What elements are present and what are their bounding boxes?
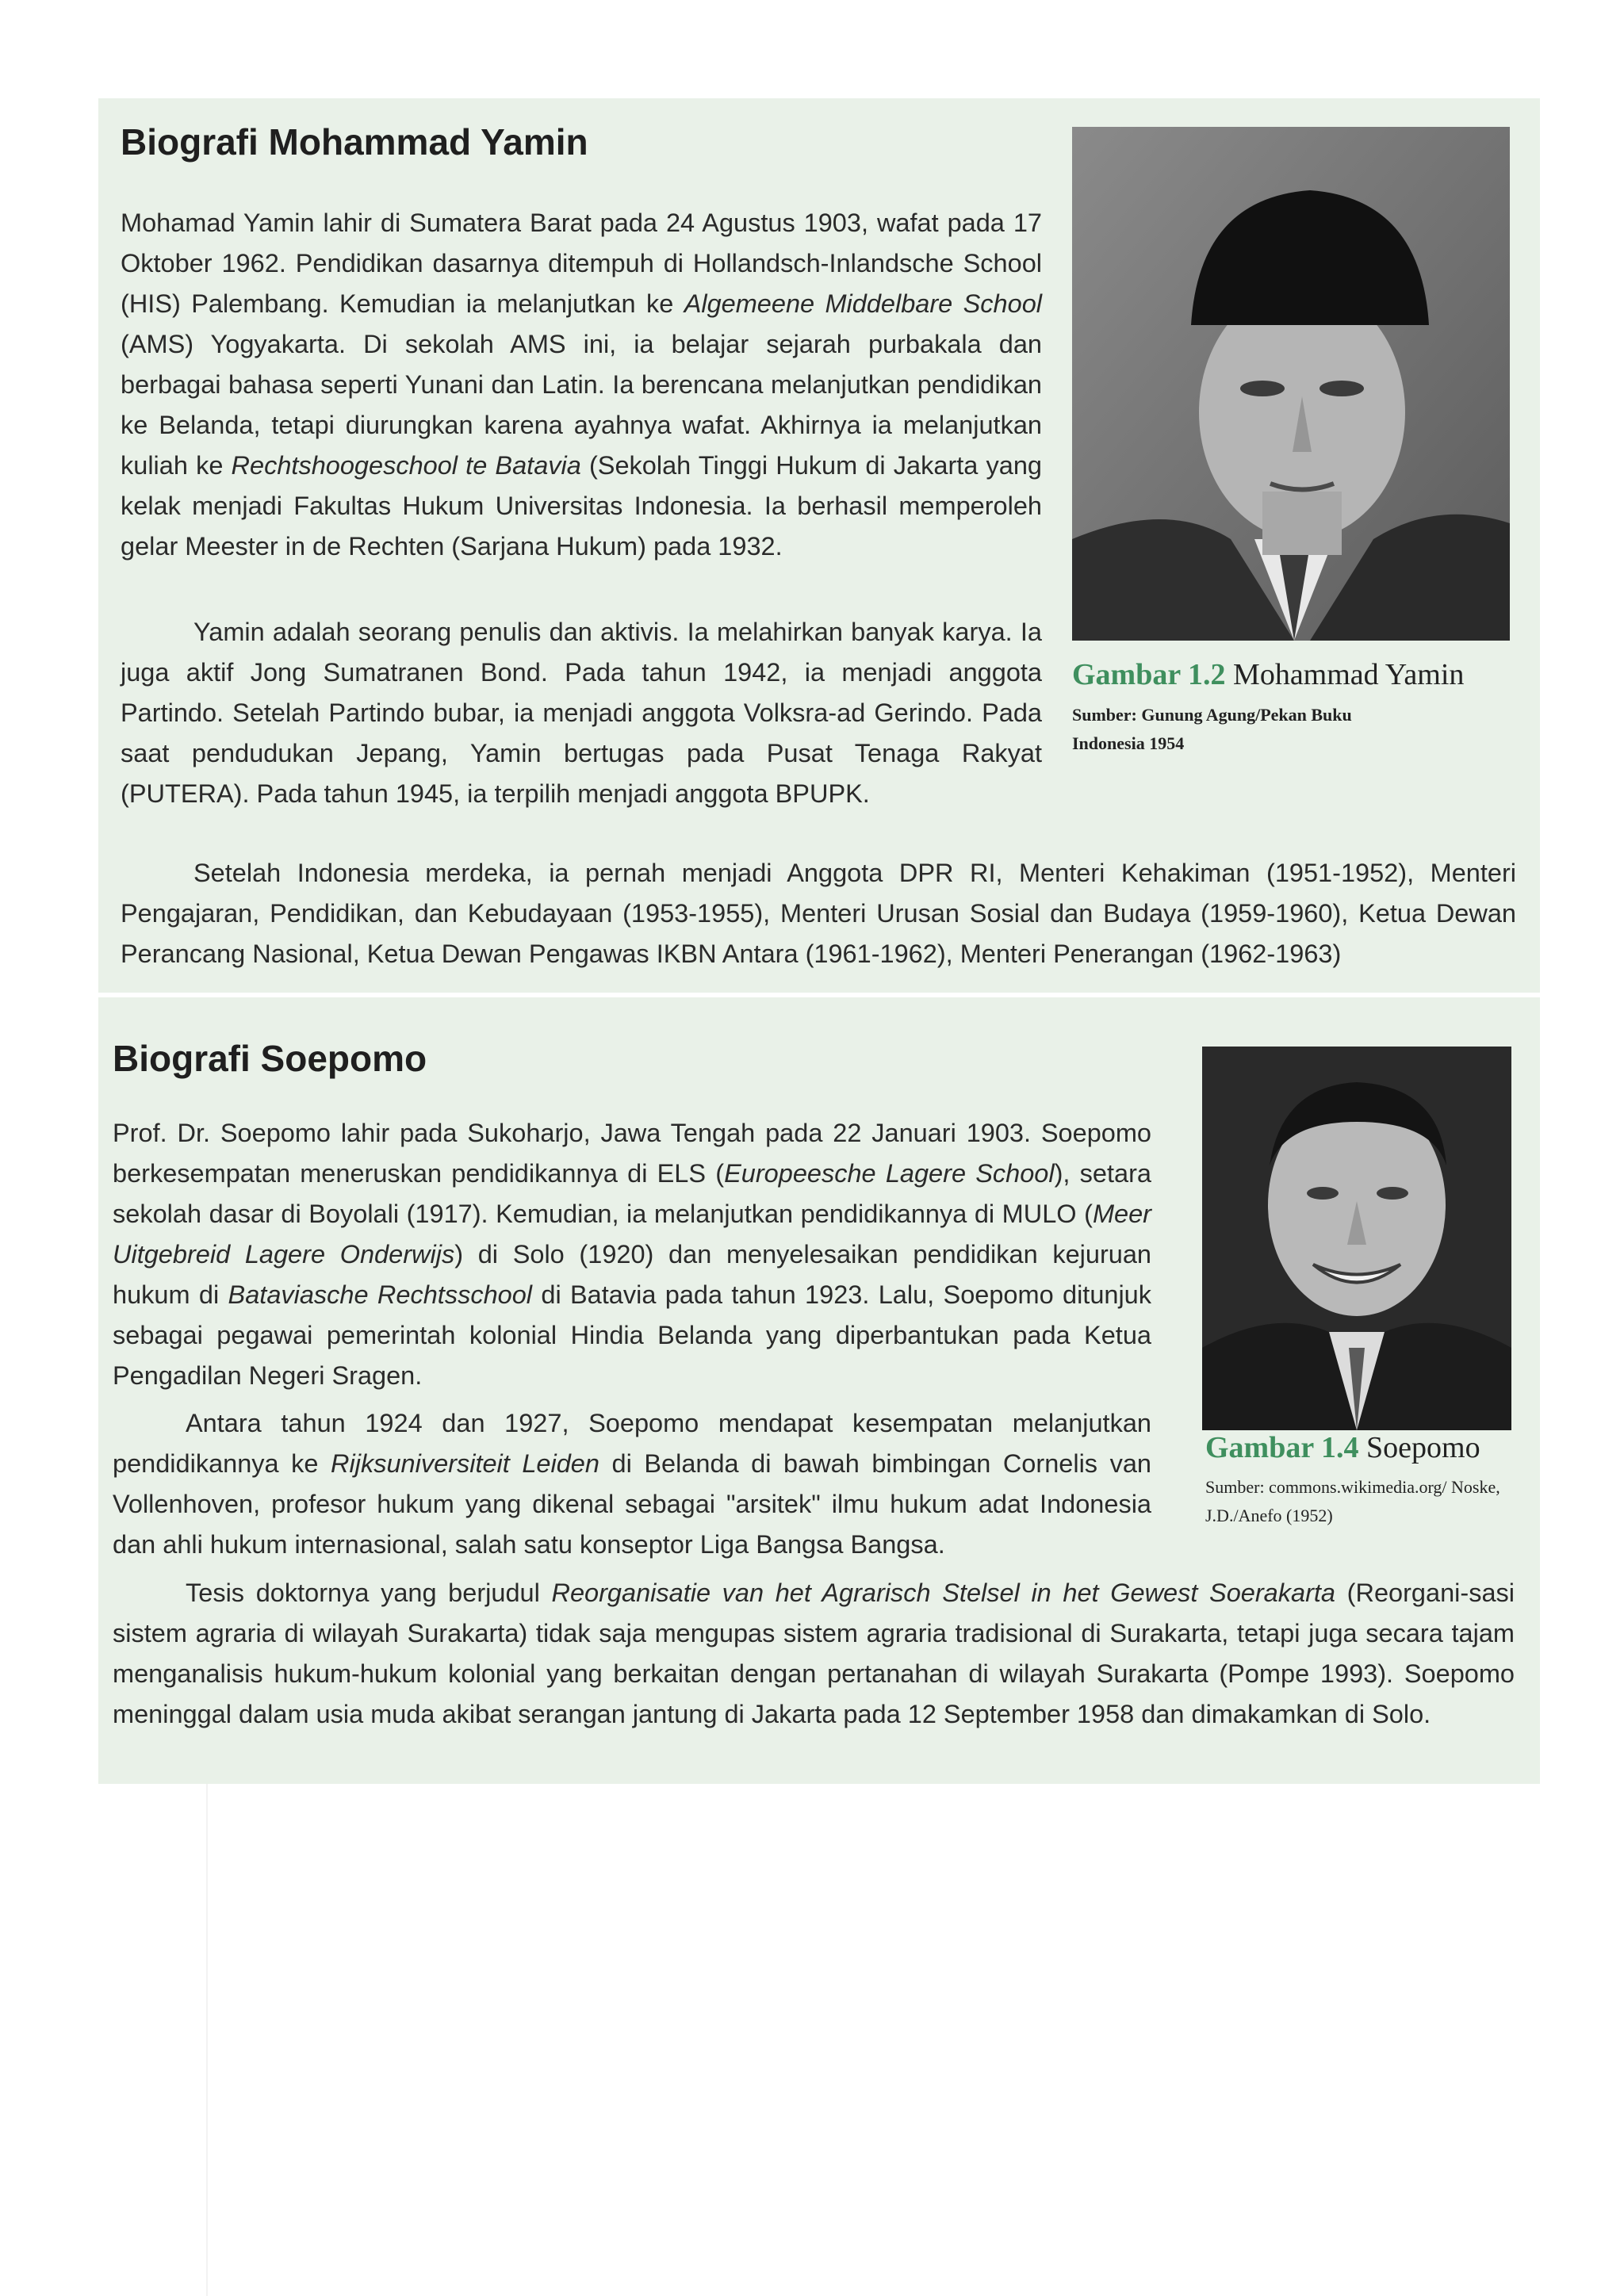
soepomo-p1-text: ), setara sekolah dasar di Boyolali (1917). Kemudian, ia melanjutkan pendidikannya di MULO ( (113, 1159, 1151, 1228)
yamin-paragraph-1 (121, 203, 1042, 567)
term-thesis-title: Reorganisatie van het Agrarisch Stelsel in het Gewest Soerakarta (551, 1578, 1336, 1607)
soepomo-p2-text: di Belanda di bawah bimbingan Cornelis van Vollenhoven, profesor hukum yang dikenal sebagai "arsitek" ilmu hukum adat Indonesia dan ahli hukum internasional, salah satu konseptor Liga Bangsa Bangsa. (113, 1449, 1151, 1559)
soepomo-title: Biografi Soepomo (113, 1038, 427, 1079)
soepomo-portrait-illustration (1202, 1047, 1511, 1430)
soepomo-figure-source: Sumber: commons.wikimedia.org/ Noske, J.D./Anefo (1952) (1205, 1477, 1500, 1525)
yamin-p1-text: (Sekolah Tinggi Hukum di Jakarta yang kelak menjadi Fakultas Hukum Universitas Indonesia. Ia berhasil memperoleh gelar Meester in de Rechten (Sarjana Hukum) pada 1932. (121, 451, 1042, 561)
yamin-p1-text: Mohamad Yamin lahir di Sumatera Barat pada 24 Agustus 1903, wafat pada 17 Oktober 1962. Pendidikan dasarnya ditempuh di Hollandsch-Inlandsche School (HIS) Palembang. Kemudian ia melanjutkan ke (121, 209, 1042, 318)
soepomo-p1-text: di Batavia pada tahun 1923. Lalu, Soepomo ditunjuk sebagai pegawai pemerintah kolonial Hindia Belanda yang diperbantukan pada Ketua Pengadilan Negeri Sragen. (113, 1280, 1152, 1390)
yamin-figure-caption (1072, 657, 1464, 692)
yamin-portrait-photo (1072, 127, 1510, 641)
term-els: Europeesche Lagere School (724, 1159, 1055, 1188)
page-edge-shadow (206, 1784, 208, 2296)
soepomo-p3-text: Tesis doktornya yang berjudul (186, 1578, 552, 1607)
soepomo-p3-text: (Reorgani-sasi sistem agraria di wilayah Surakarta) tidak saja mengupas sistem agraria tradisional di Surakarta, tetapi juga secara tajam menganalisis hukum-hukum kolonial yang berkaitan dengan pertanahan di wilayah Surakarta (Pompe 1993). Soepomo meninggal dalam usia muda akibat serangan jantung di Jakarta pada 12 September 1958 dan dimakamkan di Solo. (113, 1578, 1515, 1728)
soepomo-p1-text: Prof. Dr. Soepomo lahir pada Sukoharjo, Jawa Tengah pada 22 Januari 1903. Soepomo berkesempatan meneruskan pendidikannya di ELS ( (113, 1119, 1151, 1188)
yamin-paragraph-2: Yamin adalah seorang penulis dan aktivis. Ia melahirkan banyak karya. Ia juga aktif Jong Sumatranen Bond. Pada tahun 1942, ia menjadi anggota Partindo. Setelah Partindo bubar, ia menjadi anggota Volksra-ad Gerindo. Pada saat pendudukan Jepang, Yamin bertugas pada Pusat Tenaga Rakyat (PUTERA). Pada tahun 1945, ia terpilih menjadi anggota BPUPK. (121, 618, 1042, 808)
yamin-paragraph-3: Setelah Indonesia merdeka, ia pernah menjadi Anggota DPR RI, Menteri Kehakiman (1951-1952), Menteri Pengajaran, Pendidikan, dan Kebudayaan (1953-1955), Menteri Urusan Sosial dan Budaya (1959-1960), Ketua Dewan Perancang Nasional, Ketua Dewan Pengawas IKBN Antara (1961-1962), Menteri Penerangan (1962-1963) (121, 859, 1516, 968)
soepomo-paragraph-2 (113, 1403, 1151, 1565)
yamin-figure-number: Gambar 1.2 (1072, 658, 1226, 691)
yamin-figure-label: Mohammad Yamin (1225, 658, 1465, 691)
soepomo-p1-text: ) di Solo (1920) dan menyelesaikan pendidikan kejuruan hukum di (113, 1240, 1151, 1309)
biography-yamin-panel (98, 98, 1540, 993)
soepomo-paragraph-3 (113, 1573, 1515, 1735)
soepomo-figure-number: Gambar 1.4 (1205, 1431, 1359, 1464)
term-bataviasche-rechtsschool: Bataviasche Rechtsschool (228, 1280, 533, 1309)
soepomo-figure-label: Soepomo (1358, 1431, 1480, 1464)
term-mulo: Meer Uitgebreid Lagere Onderwijs (113, 1200, 1151, 1269)
yamin-figure-source: Sumber: Gunung Agung/Pekan Buku Indonesia 1954 (1072, 705, 1352, 753)
yamin-p1-text: (AMS) Yogyakarta. Di sekolah AMS ini, ia belajar sejarah purbakala dan berbagai bahasa seperti Yunani dan Latin. Ia berencana melanjutkan pendidikan ke Belanda, tetapi diurungkan karena ayahnya wafat. Akhirnya ia melanjutkan kuliah ke (121, 330, 1042, 480)
soepomo-p2-text: Antara tahun 1924 dan 1927, Soepomo mendapat kesempatan melanjutkan pendidikannya ke (113, 1409, 1151, 1478)
yamin-portrait-illustration (1072, 127, 1510, 641)
yamin-title: Biografi Mohammad Yamin (121, 121, 588, 163)
term-ams: Algemeene Middelbare School (684, 289, 1042, 318)
term-leiden: Rijksuniversiteit Leiden (331, 1449, 599, 1478)
biography-soepomo-panel (98, 997, 1540, 1784)
term-rechtshoogeschool: Rechtshoogeschool te Batavia (231, 451, 581, 480)
soepomo-figure-caption (1205, 1430, 1480, 1465)
soepomo-portrait-photo (1202, 1047, 1511, 1430)
soepomo-paragraph-1 (113, 1113, 1151, 1396)
